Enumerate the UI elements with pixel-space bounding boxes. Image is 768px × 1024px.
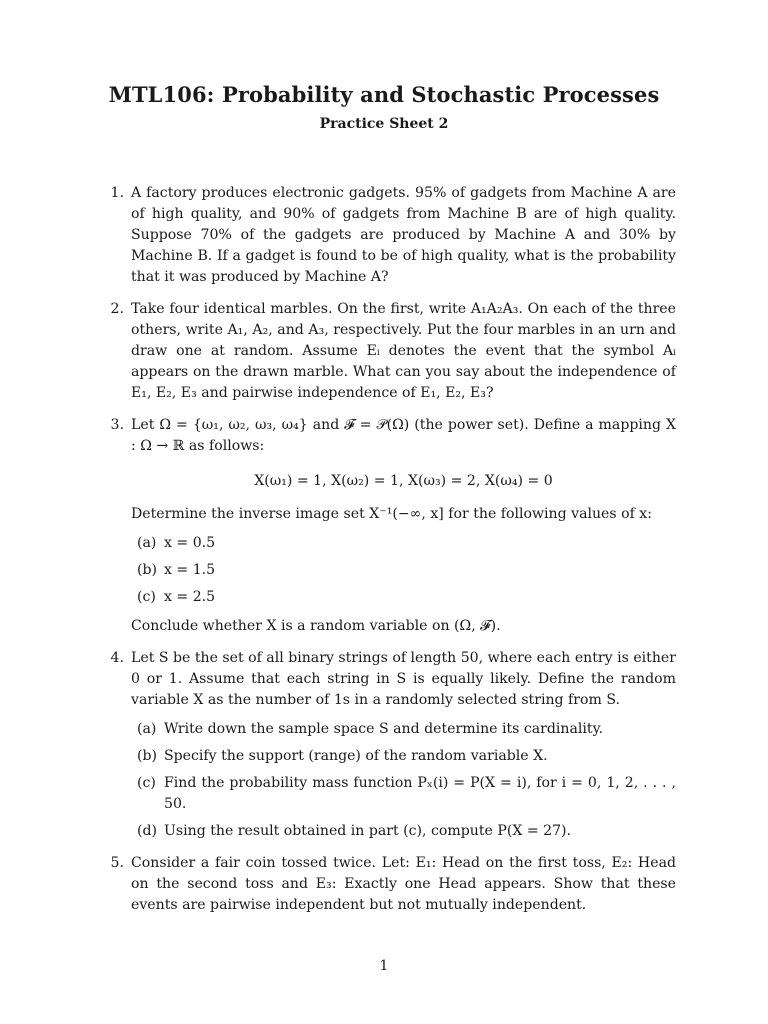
subpart-text: Specify the support (range) of the random variable X. bbox=[164, 748, 548, 764]
problem-2 bbox=[104, 299, 676, 404]
problem-5 bbox=[104, 853, 676, 916]
subpart-label: (a) bbox=[137, 721, 157, 737]
subpart-label: (d) bbox=[137, 823, 158, 839]
problem-number: 4. bbox=[110, 650, 124, 666]
problem-number: 2. bbox=[110, 301, 124, 317]
subpart-text: Using the result obtained in part (c), compute P(X = 27). bbox=[164, 823, 572, 839]
problem-text: Let S be the set of all binary strings of length 50, where each entry is either 0 or 1. Assume that each string in S is equally likely. Define the random variable X as the number of 1s in a randomly selected string from S. bbox=[131, 650, 676, 708]
sheet-subtitle: Practice Sheet 2 bbox=[319, 116, 449, 132]
subpart-label: (a) bbox=[137, 535, 157, 551]
problem-followup-text: Determine the inverse image set X⁻¹(−∞, x] for the following values of x: bbox=[131, 506, 652, 522]
problem-number: 5. bbox=[110, 855, 124, 871]
subpart-list bbox=[131, 719, 676, 842]
page-number: 1 bbox=[379, 958, 389, 974]
problem-text: Consider a fair coin tossed twice. Let: E₁: Head on the first toss, E₂: Head on the second toss and E₃: Exactly one Head appears. Show that these events are pairwise independent but not mutually independent. bbox=[131, 855, 676, 913]
page-title: MTL106: Probability and Stochastic Processes bbox=[108, 82, 660, 107]
subpart-item bbox=[131, 746, 676, 767]
subpart-label: (b) bbox=[137, 562, 158, 578]
subpart-item bbox=[131, 773, 676, 815]
problem-text: Take four identical marbles. On the first, write A₁A₂A₃. On each of the three others, write A₁, A₂, and A₃, respectively. Put the four marbles in an urn and draw one at random. Assume Eᵢ denotes the event that the symbol Aᵢ appears on the drawn marble. What can you say about the independence of E₁, E₂, E₃ and pairwise independence of E₁, E₂, E₃? bbox=[131, 301, 676, 401]
subpart-item bbox=[131, 560, 676, 581]
subpart-text: x = 1.5 bbox=[164, 562, 216, 578]
subpart-item bbox=[131, 587, 676, 608]
problem-3 bbox=[104, 415, 676, 637]
problem-text: Let Ω = {ω₁, ω₂, ω₃, ω₄} and 𝓕 = 𝒫(Ω) (the power set). Define a mapping X : Ω → ℝ as follows: bbox=[131, 417, 676, 454]
display-equation: X(ω₁) = 1, X(ω₂) = 1, X(ω₃) = 2, X(ω₄) = 0 bbox=[254, 473, 553, 489]
problem-list bbox=[104, 183, 676, 927]
problem-conclusion: Conclude whether X is a random variable on (Ω, 𝓕). bbox=[131, 618, 501, 634]
subpart-list bbox=[131, 533, 676, 608]
subpart-item bbox=[131, 533, 676, 554]
subpart-text: x = 2.5 bbox=[164, 589, 216, 605]
subpart-label: (c) bbox=[137, 589, 156, 605]
subpart-label: (c) bbox=[137, 775, 156, 791]
subpart-text: Write down the sample space S and determine its cardinality. bbox=[164, 721, 604, 737]
problem-text: A factory produces electronic gadgets. 95% of gadgets from Machine A are of high quality, and 90% of gadgets from Machine B are of high quality. Suppose 70% of the gadgets are produced by Machine A and 30% by Machine B. If a gadget is found to be of high quality, what is the probability that it was produced by Machine A? bbox=[131, 185, 676, 285]
problem-1 bbox=[104, 183, 676, 288]
subpart-label: (b) bbox=[137, 748, 158, 764]
subpart-item bbox=[131, 719, 676, 740]
subpart-text: Find the probability mass function Pₓ(i) = P(X = i), for i = 0, 1, 2, . . . , 50. bbox=[164, 775, 676, 812]
problem-number: 1. bbox=[110, 185, 124, 201]
subpart-text: x = 0.5 bbox=[164, 535, 216, 551]
subpart-item bbox=[131, 821, 676, 842]
problem-number: 3. bbox=[110, 417, 124, 433]
problem-4 bbox=[104, 648, 676, 842]
